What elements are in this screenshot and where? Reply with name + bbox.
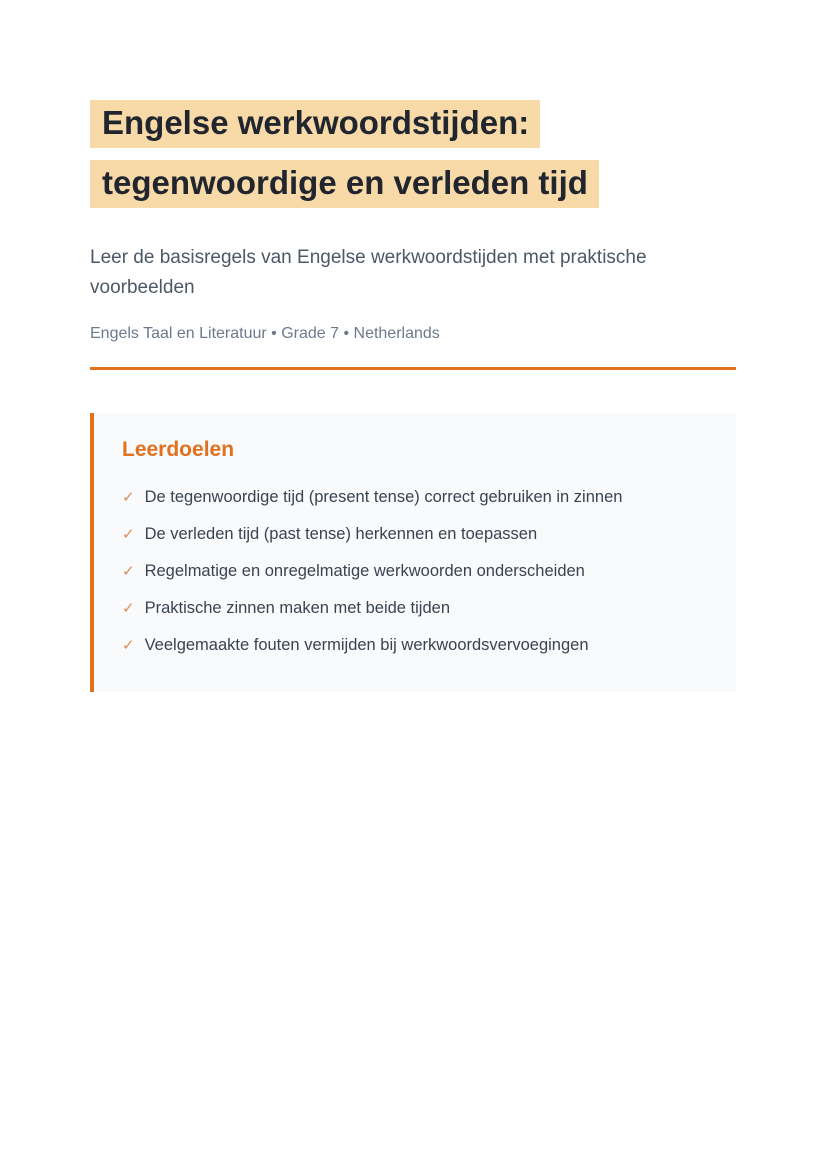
learning-goal-item: [122, 627, 708, 664]
learning-goal-text: De tegenwoordige tijd (present tense) correct gebruiken in zinnen: [144, 488, 623, 506]
learning-goals-list: [122, 479, 708, 664]
checkmark-icon: ✓: [122, 526, 135, 543]
course-meta: Engels Taal en Literatuur • Grade 7 • Netherlands: [90, 325, 440, 342]
learning-goals-heading: Leerdoelen: [122, 438, 235, 461]
checkmark-icon: ✓: [122, 563, 135, 580]
learning-goal-item: [122, 590, 708, 627]
page-title: [90, 100, 736, 220]
learning-goal-text: De verleden tijd (past tense) herkennen en toepassen: [144, 525, 538, 543]
page-subtitle: Leer de basisregels van Engelse werkwoordstijden met praktische voorbeelden: [90, 247, 647, 298]
checkmark-icon: ✓: [122, 637, 135, 654]
learning-goal-item: [122, 553, 708, 590]
checkmark-icon: ✓: [122, 489, 135, 506]
learning-goal-item: [122, 479, 708, 516]
learning-goal-text: Praktische zinnen maken met beide tijden: [144, 599, 450, 617]
learning-goal-text: Veelgemaakte fouten vermijden bij werkwoordsvervoegingen: [144, 636, 589, 654]
section-divider: [90, 367, 736, 370]
page-title-line-1: Engelse werkwoordstijden:: [90, 100, 540, 148]
page-title-line-2: tegenwoordige en verleden tijd: [90, 160, 599, 208]
checkmark-icon: ✓: [122, 600, 135, 617]
learning-goal-text: Regelmatige en onregelmatige werkwoorden onderscheiden: [144, 562, 585, 580]
learning-goal-item: [122, 516, 708, 553]
learning-goals-card: [90, 413, 736, 692]
